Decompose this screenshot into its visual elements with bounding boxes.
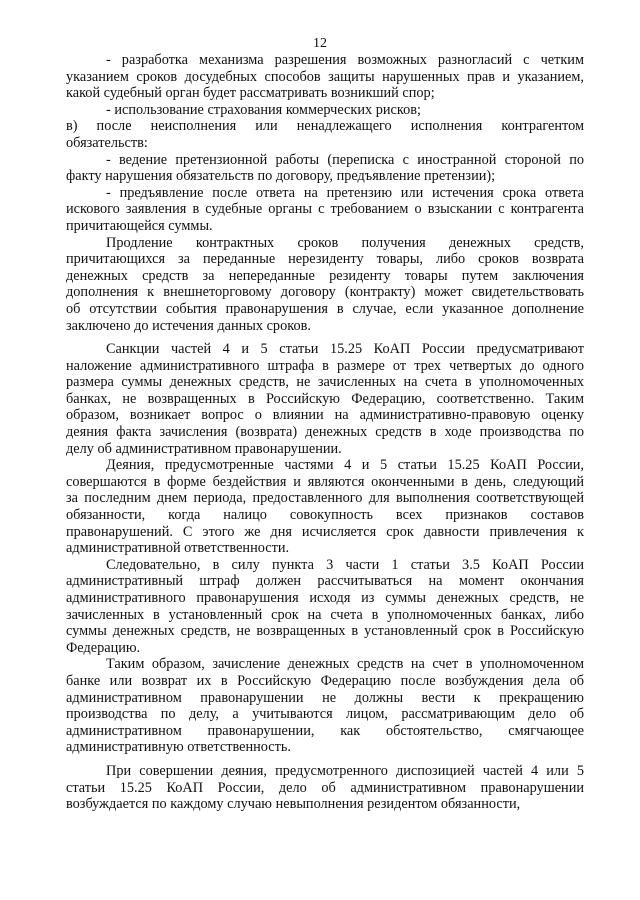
text-line: административном правонарушении, как обстоятельство, смягчающее — [66, 722, 584, 739]
paragraph — [66, 185, 584, 235]
text-line: зачисленных в установленный срок на счета в уполномоченных банках, либо — [66, 606, 584, 623]
text-line: административной ответственности. — [66, 540, 290, 557]
text-line: производства по делу, а учитываются лицом, рассматривающим дело об — [66, 706, 584, 723]
text-line: суммы денежных средств, не возвращенных в установленный срок в Российскую — [66, 623, 584, 640]
text-line: дополнения к внешнеторговому договору (контракту) может свидетельствовать — [66, 284, 584, 301]
paragraph — [66, 102, 584, 119]
text-line: Деяния, предусмотренные частями 4 и 5 статьи 15.25 КоАП России, — [106, 457, 584, 474]
text-line: об отсутствии события правонарушения в случае, если указанное дополнение — [66, 300, 584, 317]
paragraph — [66, 656, 584, 756]
text-line: наложение административного штрафа в размере от трех четвертых до одного — [66, 357, 584, 374]
text-line: Таким образом, зачисление денежных средств на счет в уполномоченном — [106, 656, 584, 673]
text-line: размера суммы денежных средств, не зачисленных на счета в уполномоченных — [66, 374, 584, 391]
text-line: - использование страхования коммерческих рисков; — [106, 101, 421, 118]
document-body — [66, 52, 584, 813]
text-line: факту нарушения обязательств по договору, предъявление претензии); — [66, 168, 496, 185]
text-line: Следовательно, в силу пункта 3 части 1 статьи 3.5 КоАП России — [106, 556, 584, 573]
text-line: причитающейся суммы. — [66, 217, 213, 234]
text-line: Продление контрактных сроков получения денежных средств, — [106, 234, 584, 251]
text-line: причитающихся за переданные нерезиденту товары, либо сроков возврата — [66, 251, 584, 268]
paragraph-gap — [66, 334, 584, 341]
page-number: 12 — [313, 36, 327, 51]
text-line: какой судебный орган будет рассматривать возникший спор; — [66, 85, 435, 102]
paragraph — [66, 235, 584, 335]
text-line: за последним днем периода, предоставленного для выполнения соответствующей — [66, 490, 584, 507]
text-line: заключено до истечения данных сроков. — [66, 317, 311, 334]
text-line: - разработка механизма разрешения возможных разногласий с четким — [106, 52, 584, 68]
text-line: Федерацию. — [66, 639, 141, 656]
text-line: денежных средств за непереданные резиденту товары путем заключения — [66, 267, 584, 284]
paragraph — [66, 118, 584, 151]
text-line: административного правонарушения исходя из суммы денежных средств, не — [66, 590, 584, 606]
text-line: банке или возврат их в Российскую Федерацию после возбуждения дела об — [66, 672, 584, 689]
text-line: обязательств: — [66, 134, 148, 151]
text-line: банках, не возвращенных в Российскую Федерацию, соответственно. Таким — [66, 390, 584, 407]
text-line: - предъявление после ответа на претензию или истечения срока ответа — [106, 184, 584, 201]
text-line: обязанности, когда налицо совокупность всех признаков составов — [66, 507, 584, 524]
text-line: правонарушений. С этого же дня исчисляется срок давности привлечения к — [66, 523, 584, 540]
text-line: Санкции частей 4 и 5 статьи 15.25 КоАП России предусматривают — [106, 341, 584, 358]
text-line: - ведение претензионной работы (переписка с иностранной стороной по — [106, 151, 584, 168]
paragraph — [66, 341, 584, 457]
paragraph — [66, 457, 584, 557]
text-line: административном правонарушении не должны вести к прекращению — [66, 689, 584, 706]
text-line: административную ответственность. — [66, 739, 291, 756]
text-line: возбуждается по каждому случаю невыполнения резидентом обязанности, — [66, 796, 521, 813]
text-line: делу об административном правонарушении. — [66, 440, 342, 457]
paragraph — [66, 52, 584, 102]
text-line: образом, возникает вопрос о влиянии на административно-правовую оценку — [66, 407, 584, 424]
text-line: совершаются в форме бездействия и являются оконченными в день, следующий — [66, 473, 584, 490]
paragraph — [66, 557, 584, 657]
paragraph-gap — [66, 756, 584, 763]
text-line: искового заявления в судебные органы с требованием о взыскании с контрагента — [66, 201, 584, 218]
text-line: При совершении деяния, предусмотренного диспозицией частей 4 или 5 — [106, 762, 584, 779]
text-line: административный штраф должен рассчитываться на момент окончания — [66, 573, 584, 590]
text-line: деяния факта зачисления (возврата) денежных средств в ходе производства по — [66, 424, 584, 441]
paragraph — [66, 763, 584, 813]
text-line: статьи 15.25 КоАП России, дело об административном правонарушении — [66, 779, 584, 796]
text-line: указанием сроков досудебных способов защиты нарушенных прав и указанием, — [66, 68, 584, 85]
paragraph — [66, 152, 584, 185]
text-line: в) после неисполнения или ненадлежащего исполнения контрагентом — [66, 118, 584, 135]
